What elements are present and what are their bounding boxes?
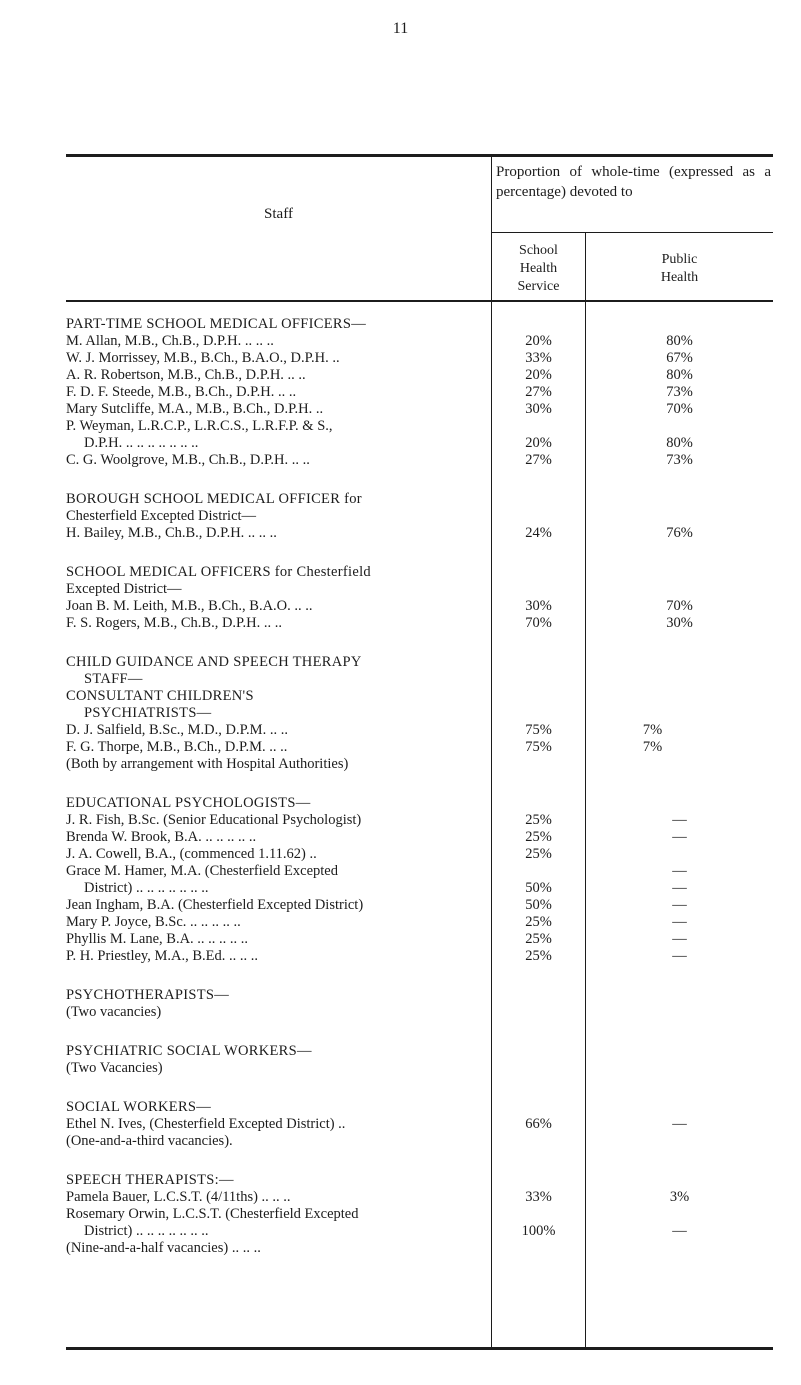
- staff-entry: (One-and-a-third vacancies).: [66, 1133, 233, 1149]
- staff-entry: CONSULTANT CHILDREN'S: [66, 688, 254, 704]
- row-gap: [66, 469, 773, 491]
- staff-entry: C. G. Woolgrove, M.B., Ch.B., D.P.H. .. ..: [66, 452, 310, 468]
- table-row: [66, 1004, 773, 1021]
- staff-entry: BOROUGH SCHOOL MEDICAL OFFICER for: [66, 491, 362, 507]
- public-health-percent: 73%: [666, 384, 693, 400]
- row-gap: [66, 542, 773, 564]
- staff-entry: H. Bailey, M.B., Ch.B., D.P.H. .. .. ..: [66, 525, 277, 541]
- section-heading-row: [66, 1099, 773, 1116]
- public-health-percent: 70%: [666, 598, 693, 614]
- row-gap: [66, 632, 773, 654]
- row-gap: [66, 773, 773, 795]
- row-gap: [66, 1077, 773, 1099]
- school-health-percent: 20%: [525, 333, 552, 349]
- table-row: [66, 1240, 773, 1257]
- school-health-percent: 25%: [525, 812, 552, 828]
- school-health-percent: 100%: [521, 1223, 556, 1239]
- table-row: [66, 508, 773, 525]
- staff-entry: Joan B. M. Leith, M.B., B.Ch., B.A.O. .. ..: [66, 598, 313, 614]
- table-row: [66, 1223, 773, 1240]
- header-rule: [66, 300, 773, 302]
- staff-entry: Jean Ingham, B.A. (Chesterfield Excepted District): [66, 897, 364, 913]
- staff-entry: Excepted District—: [66, 581, 182, 597]
- section-heading-row: [66, 987, 773, 1004]
- school-health-percent: 30%: [525, 598, 552, 614]
- public-health-percent: 76%: [666, 525, 693, 541]
- table-row: [66, 350, 773, 367]
- public-health-percent: 73%: [666, 452, 693, 468]
- header-proportion: Proportion of whole-time (expressed as a percentage) devoted to: [496, 164, 771, 200]
- public-health-percent: 70%: [666, 401, 693, 417]
- section-heading-row: [66, 671, 773, 688]
- staff-entry: Brenda W. Brook, B.A. .. .. .. .. ..: [66, 829, 257, 845]
- row-gap: [66, 965, 773, 987]
- public-health-percent: —: [672, 863, 687, 879]
- page-number: 11: [392, 20, 409, 37]
- table-row: [66, 812, 773, 829]
- public-health-percent: —: [672, 812, 687, 828]
- public-health-percent: 30%: [666, 615, 693, 631]
- staff-entry: M. Allan, M.B., Ch.B., D.P.H. .. .. ..: [66, 333, 274, 349]
- staff-entry: (Two Vacancies): [66, 1060, 163, 1076]
- table-row: [66, 863, 773, 880]
- staff-entry: (Nine-and-a-half vacancies) .. .. ..: [66, 1240, 261, 1256]
- public-health-percent: 67%: [666, 350, 693, 366]
- section-heading-row: [66, 1172, 773, 1189]
- staff-entry: PART-TIME SCHOOL MEDICAL OFFICERS—: [66, 316, 367, 332]
- staff-entry: Pamela Bauer, L.C.S.T. (4/11ths) .. .. ..: [66, 1189, 291, 1205]
- school-health-percent: 27%: [525, 384, 552, 400]
- school-health-percent: 75%: [525, 722, 552, 738]
- public-health-percent: —: [672, 897, 687, 913]
- section-heading-row: [66, 1043, 773, 1060]
- school-health-percent: 50%: [525, 880, 552, 896]
- table-row: [66, 598, 773, 615]
- school-health-percent: 70%: [525, 615, 552, 631]
- table-row: [66, 897, 773, 914]
- staff-entry: Phyllis M. Lane, B.A. .. .. .. .. ..: [66, 931, 249, 947]
- staff-entry: F. S. Rogers, M.B., Ch.B., D.P.H. .. ..: [66, 615, 282, 631]
- public-health-percent: —: [672, 1223, 687, 1239]
- school-health-percent: 30%: [525, 401, 552, 417]
- staff-entry: EDUCATIONAL PSYCHOLOGISTS—: [66, 795, 311, 811]
- table-row: [66, 846, 773, 863]
- school-health-percent: 50%: [525, 897, 552, 913]
- section-heading-row: [66, 654, 773, 671]
- public-health-percent: 80%: [666, 435, 693, 451]
- staff-table: [66, 154, 773, 1350]
- staff-entry: Grace M. Hamer, M.A. (Chesterfield Excepted: [66, 863, 338, 879]
- public-health-percent: 80%: [666, 367, 693, 383]
- section-heading-row: [66, 795, 773, 812]
- staff-entry: PSYCHIATRIC SOCIAL WORKERS—: [66, 1043, 312, 1059]
- public-health-percent: —: [672, 829, 687, 845]
- section-heading-row: [66, 688, 773, 705]
- table-row: [66, 1133, 773, 1150]
- staff-entry: District) .. .. .. .. .. .. ..: [84, 880, 209, 896]
- staff-entry: PSYCHIATRISTS—: [84, 705, 212, 721]
- staff-entry: (Both by arrangement with Hospital Authorities): [66, 756, 349, 772]
- table-row: [66, 880, 773, 897]
- school-health-percent: 25%: [525, 846, 552, 862]
- table-row: [66, 1189, 773, 1206]
- table-row: [66, 452, 773, 469]
- section-heading-row: [66, 705, 773, 722]
- staff-entry: SPEECH THERAPISTS:—: [66, 1172, 234, 1188]
- table-row: [66, 914, 773, 931]
- staff-entry: D.P.H. .. .. .. .. .. .. ..: [84, 435, 199, 451]
- table-row: [66, 615, 773, 632]
- school-health-percent: 20%: [525, 367, 552, 383]
- staff-entry: P. H. Priestley, M.A., B.Ed. .. .. ..: [66, 948, 258, 964]
- subheader-rule: [492, 232, 773, 233]
- row-gap: [66, 1150, 773, 1172]
- staff-entry: CHILD GUIDANCE AND SPEECH THERAPY: [66, 654, 362, 670]
- school-health-percent: 75%: [525, 739, 552, 755]
- header-school-health-service: School Health Service: [517, 243, 560, 294]
- table-row: [66, 435, 773, 452]
- staff-entry: Mary P. Joyce, B.Sc. .. .. .. .. ..: [66, 914, 241, 930]
- public-health-percent: 7%: [642, 739, 663, 755]
- staff-entry: P. Weyman, L.R.C.P., L.R.C.S., L.R.F.P. & S.,: [66, 418, 333, 434]
- school-health-percent: 33%: [525, 1189, 552, 1205]
- school-health-percent: 33%: [525, 350, 552, 366]
- public-health-percent: —: [672, 948, 687, 964]
- staff-entry: (Two vacancies): [66, 1004, 162, 1020]
- staff-entry: F. G. Thorpe, M.B., B.Ch., D.P.M. .. ..: [66, 739, 288, 755]
- public-health-percent: 3%: [669, 1189, 690, 1205]
- table-row: [66, 739, 773, 756]
- staff-entry: A. R. Robertson, M.B., Ch.B., D.P.H. .. ..: [66, 367, 306, 383]
- table-row: [66, 722, 773, 739]
- staff-entry: STAFF—: [84, 671, 143, 687]
- staff-entry: Rosemary Orwin, L.C.S.T. (Chesterfield Excepted: [66, 1206, 359, 1222]
- staff-entry: Ethel N. Ives, (Chesterfield Excepted District) ..: [66, 1116, 346, 1132]
- table-row: [66, 333, 773, 350]
- table-row: [66, 401, 773, 418]
- section-heading-row: [66, 491, 773, 508]
- staff-entry: SOCIAL WORKERS—: [66, 1099, 212, 1115]
- table-row: [66, 948, 773, 965]
- table-row: [66, 756, 773, 773]
- table-body: [66, 316, 773, 1257]
- public-health-percent: —: [672, 1116, 687, 1132]
- staff-entry: J. R. Fish, B.Sc. (Senior Educational Psychologist): [66, 812, 362, 828]
- school-health-percent: 27%: [525, 452, 552, 468]
- bottom-rule: [66, 1347, 773, 1350]
- top-rule: [66, 154, 773, 157]
- row-gap: [66, 1021, 773, 1043]
- staff-entry: W. J. Morrissey, M.B., B.Ch., B.A.O., D.P.H. ..: [66, 350, 340, 366]
- table-row: [66, 581, 773, 598]
- table-row: [66, 1116, 773, 1133]
- staff-entry: PSYCHOTHERAPISTS—: [66, 987, 230, 1003]
- school-health-percent: 25%: [525, 948, 552, 964]
- school-health-percent: 24%: [525, 525, 552, 541]
- table-row: [66, 1060, 773, 1077]
- table-row: [66, 418, 773, 435]
- public-health-percent: —: [672, 880, 687, 896]
- public-health-percent: —: [672, 931, 687, 947]
- header-staff: Staff: [264, 206, 293, 222]
- staff-entry: Chesterfield Excepted District—: [66, 508, 257, 524]
- table-row: [66, 525, 773, 542]
- section-heading-row: [66, 316, 773, 333]
- school-health-percent: 20%: [525, 435, 552, 451]
- table-row: [66, 931, 773, 948]
- school-health-percent: 25%: [525, 829, 552, 845]
- table-row: [66, 829, 773, 846]
- table-row: [66, 1206, 773, 1223]
- staff-entry: Mary Sutcliffe, M.A., M.B., B.Ch., D.P.H. ..: [66, 401, 324, 417]
- school-health-percent: 25%: [525, 914, 552, 930]
- public-health-percent: 7%: [642, 722, 663, 738]
- staff-entry: SCHOOL MEDICAL OFFICERS for Chesterfield: [66, 564, 371, 580]
- staff-entry: District) .. .. .. .. .. .. ..: [84, 1223, 209, 1239]
- table-row: [66, 367, 773, 384]
- school-health-percent: 25%: [525, 931, 552, 947]
- table-row: [66, 384, 773, 401]
- staff-entry: J. A. Cowell, B.A., (commenced 1.11.62) ..: [66, 846, 317, 862]
- header-public-health: Public Health: [660, 252, 699, 285]
- section-heading-row: [66, 564, 773, 581]
- staff-entry: F. D. F. Steede, M.B., B.Ch., D.P.H. .. ..: [66, 384, 297, 400]
- school-health-percent: 66%: [525, 1116, 552, 1132]
- public-health-percent: 80%: [666, 333, 693, 349]
- staff-entry: D. J. Salfield, B.Sc., M.D., D.P.M. .. ..: [66, 722, 288, 738]
- public-health-percent: —: [672, 914, 687, 930]
